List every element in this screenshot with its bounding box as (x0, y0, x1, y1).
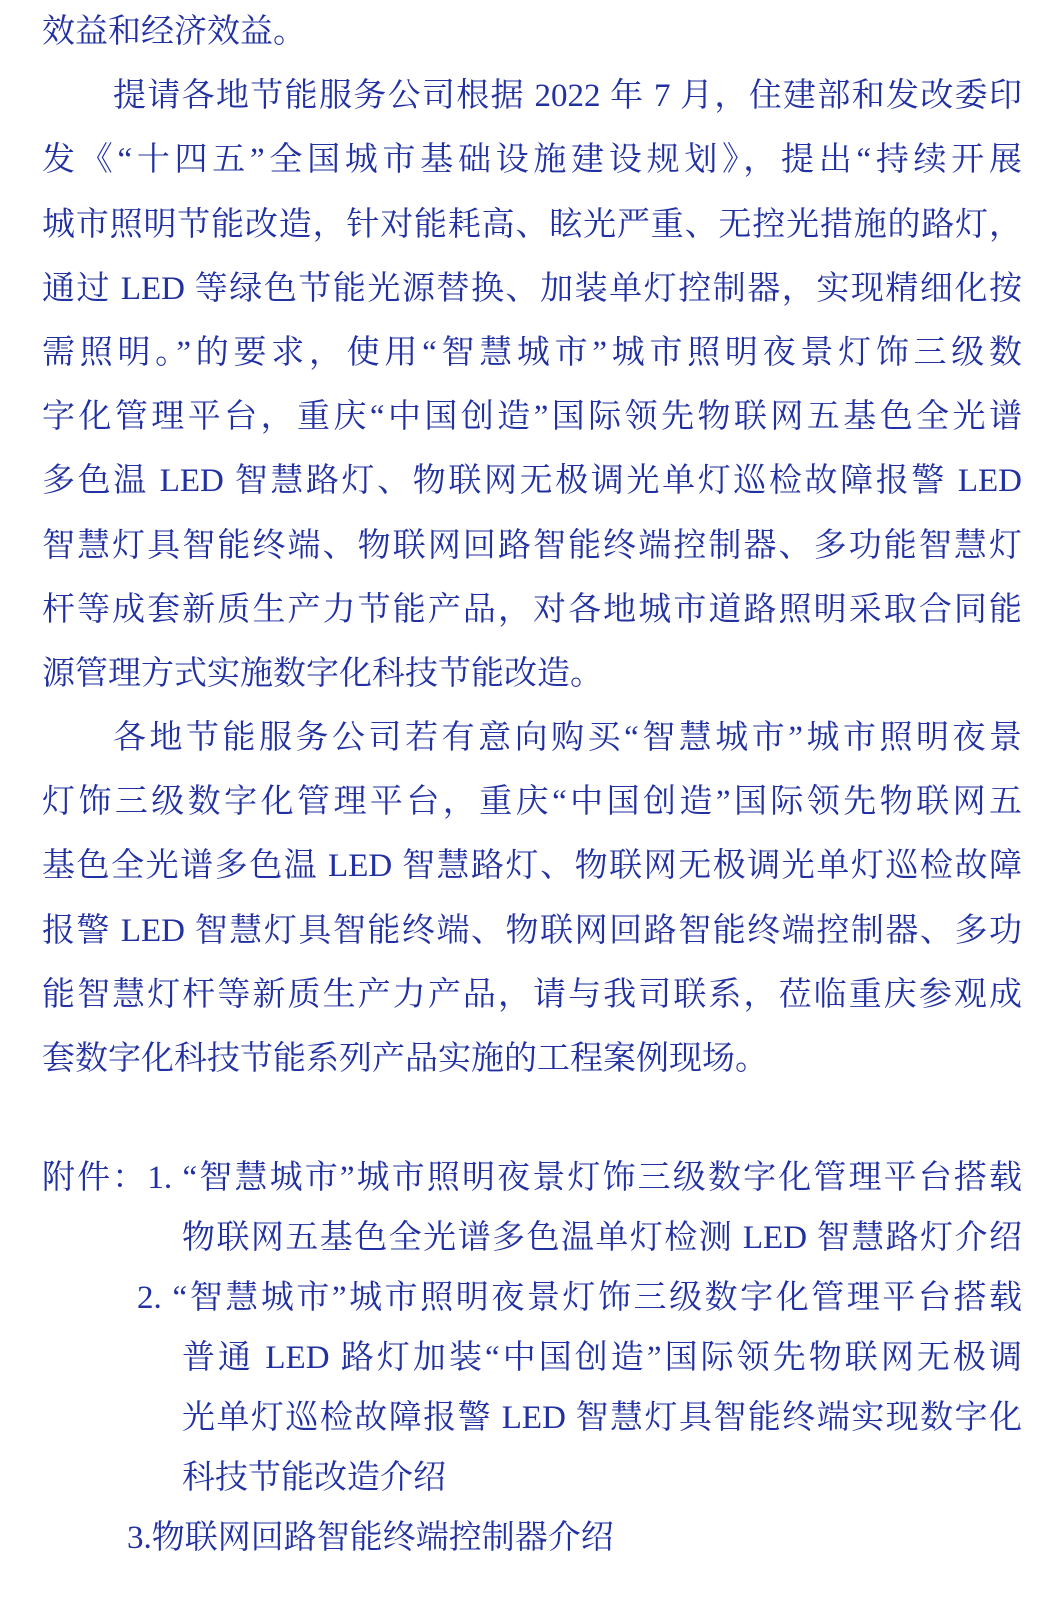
text-line: 灯饰三级数字化管理平台，重庆“中国创造”国际领先物联网五 (42, 784, 1022, 821)
text-line: 源管理方式实施数字化科技节能改造。 (42, 655, 603, 692)
paragraph-continuation (42, 0, 1022, 64)
attachments-list (42, 1148, 1022, 1568)
text-line: 效益和经济效益。 (42, 14, 306, 50)
text-line: 普通 LED 路灯加装“中国创造”国际领先物联网无极调 (182, 1340, 1022, 1377)
text-line: 光单灯巡检故障报警 LED 智慧灯具智能终端实现数字化 (182, 1400, 1022, 1437)
paragraph-invitation (42, 706, 1022, 1091)
text-line: 提请各地节能服务公司根据 2022 年 7 月，住建部和发改委印 (113, 78, 1022, 115)
text-line: 需照明。”的要求，使用“智慧城市”城市照明夜景灯饰三级数 (42, 334, 1022, 371)
text-line: 附件：1. “智慧城市”城市照明夜景灯饰三级数字化管理平台搭载 (42, 1160, 1022, 1197)
text-line: 基色全光谱多色温 LED 智慧路灯、物联网无极调光单灯巡检故障 (42, 848, 1022, 885)
text-line: 3.物联网回路智能终端控制器介绍 (127, 1520, 614, 1557)
text-line: 多色温 LED 智慧路灯、物联网无极调光单灯巡检故障报警 LED (42, 463, 1022, 500)
document-body (42, 0, 1022, 1568)
text-line: 套数字化科技节能系列产品实施的工程案例现场。 (42, 1041, 768, 1077)
text-line: 通过 LED 等绿色节能光源替换、加装单灯控制器，实现精细化按 (42, 270, 1022, 307)
text-line: 杆等成套新质生产力节能产品，对各地城市道路照明采取合同能 (42, 591, 1022, 628)
paragraph-notice (42, 64, 1022, 706)
text-line: 字化管理平台，重庆“中国创造”国际领先物联网五基色全光谱 (42, 399, 1022, 436)
text-line: 智慧灯具智能终端、物联网回路智能终端控制器、多功能智慧灯 (42, 527, 1022, 564)
text-line: 各地节能服务公司若有意向购买“智慧城市”城市照明夜景 (113, 720, 1022, 757)
text-line: 发《“十四五”全国城市基础设施建设规划》，提出“持续开展 (42, 142, 1022, 179)
text-line: 2. “智慧城市”城市照明夜景灯饰三级数字化管理平台搭载 (137, 1280, 1022, 1317)
text-line: 能智慧灯杆等新质生产力产品，请与我司联系，莅临重庆参观成 (42, 976, 1022, 1013)
text-line: 科技节能改造介绍 (182, 1460, 446, 1497)
text-line: 城市照明节能改造，针对能耗高、眩光严重、无控光措施的路灯， (42, 206, 1022, 243)
text-line: 报警 LED 智慧灯具智能终端、物联网回路智能终端控制器、多功 (42, 912, 1022, 949)
text-line: 物联网五基色全光谱多色温单灯检测 LED 智慧路灯介绍 (182, 1220, 1022, 1257)
